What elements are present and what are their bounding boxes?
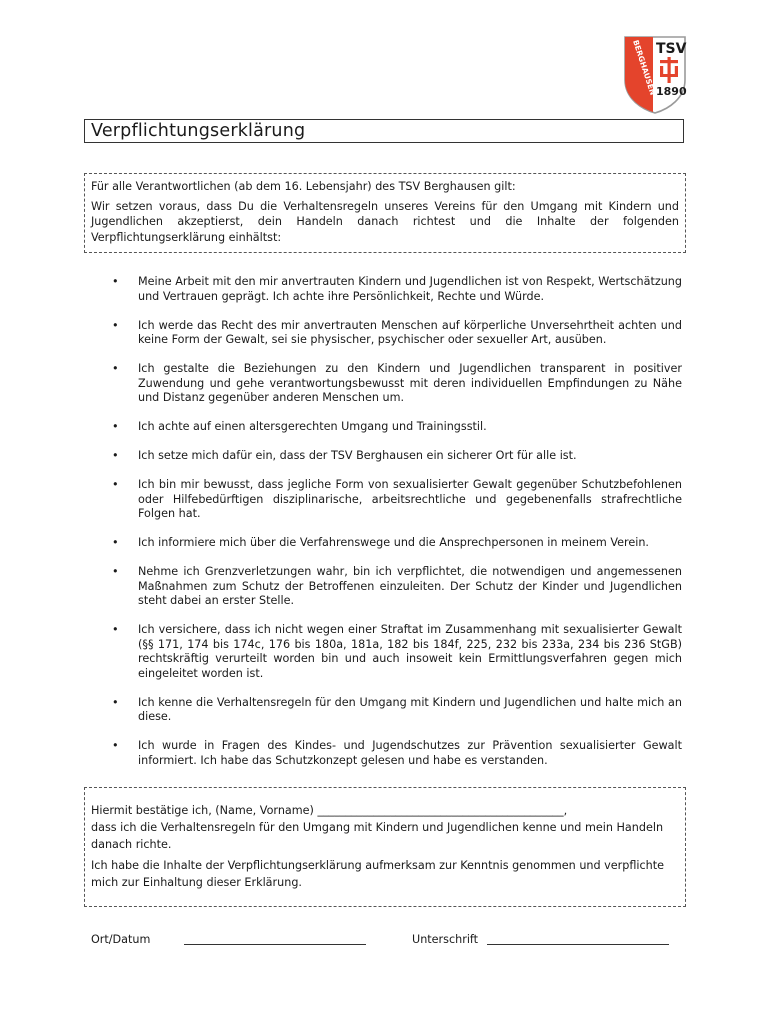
rule-text: Ich versichere, dass ich nicht wegen einer Straftat im Zusammenhang mit sexualisierter Gewalt (§§ 171, 174 bis 174c, 176 bis 180a, 181a, 182 bis 184f, 225, 232 bis 233a, 234 bis 236 StGB) rechtskräftig verurteilt worden bin und auch insoweit kein Ermittlungsverfahren gegen mich eingeleitet worden ist. — [138, 623, 682, 680]
place-date-line — [184, 944, 366, 945]
list-item — [112, 696, 682, 725]
rule-text: Ich bin mir bewusst, dass jegliche Form von sexualisierter Gewalt gegenüber Schutzbefohlenen oder Hilfebedürftigen disziplinarische, arbeitsrechtliche und gegebenenfalls strafrechtliche Folgen hat. — [138, 478, 682, 520]
rule-text: Ich informiere mich über die Verfahrenswege und die Ansprechpersonen in meinem Verein. — [138, 536, 649, 549]
intro-box — [84, 173, 686, 253]
rule-text: Ich setze mich dafür ein, dass der TSV Berghausen ein sicherer Ort für alle ist. — [138, 449, 577, 462]
confirmation-commitment-text: Ich habe die Inhalte der Verpflichtungserklärung aufmerksam zur Kenntnis genommen und verpflichte mich zur Einhaltung dieser Erklärung. — [91, 859, 665, 889]
intro-lead: Für alle Verantwortlichen (ab dem 16. Lebensjahr) des TSV Berghausen gilt: — [91, 180, 516, 193]
list-item — [112, 478, 682, 522]
confirmation-name-line: Hiermit bestätige ich, (Name, Vorname) ____________________________________________, — [91, 804, 568, 817]
place-date-label: Ort/Datum — [91, 933, 151, 946]
page-title: Verpflichtungserklärung — [91, 121, 306, 141]
rules-list — [112, 275, 682, 783]
club-logo — [622, 34, 688, 114]
logo-vertical-text: BERGHAUSEN — [631, 38, 658, 97]
list-item — [112, 420, 682, 435]
rule-text: Ich achte auf einen altersgerechten Umgang und Trainingsstil. — [138, 420, 487, 433]
rule-text: Nehme ich Grenzverletzungen wahr, bin ich verpflichtet, die notwendigen und angemessenen Maßnahmen zum Schutz der Betroffenen einzuleiten. Der Schutz der Kinder und Jugendlichen steht dabei an erster Stelle. — [138, 565, 682, 607]
rule-text: Ich kenne die Verhaltensregeln für den Umgang mit Kindern und Jugendlichen und halte mich an diese. — [138, 695, 682, 723]
title-box — [84, 119, 684, 143]
intro-body: Wir setzen voraus, dass Du die Verhaltensregeln unseres Vereins für den Umgang mit Kindern und Jugendlichen akzeptierst, dein Handeln danach richtest und die Inhalte der folgenden Verpflichtungserklärung einhältst: — [91, 199, 679, 244]
bullet-icon: • — [112, 420, 119, 433]
confirmation-rules-text: dass ich die Verhaltensregeln für den Umgang mit Kindern und Jugendlichen kenne und mein Handeln danach richte. — [91, 821, 664, 851]
bullet-icon: • — [112, 478, 119, 491]
bullet-icon: • — [112, 739, 119, 752]
rule-text: Ich wurde in Fragen des Kindes- und Jugendschutzes zur Prävention sexualisierter Gewalt informiert. Ich habe das Schutzkonzept gelesen und habe es verstanden. — [138, 739, 682, 767]
bullet-icon: • — [112, 449, 119, 462]
bullet-icon: • — [112, 536, 119, 549]
list-item — [112, 362, 682, 406]
rule-text: Ich gestalte die Beziehungen zu den Kindern und Jugendlichen transparent in positiver Zuwendung und gehe verantwortungsbewusst mit deren individuellen Empfindungen zu Nähe und Distanz gegenüber anderen Menschen um. — [138, 362, 682, 404]
list-item — [112, 449, 682, 464]
list-item — [112, 275, 682, 304]
list-item — [112, 623, 682, 681]
list-item — [112, 319, 682, 348]
list-item — [112, 739, 682, 768]
rule-text: Meine Arbeit mit den mir anvertrauten Kindern und Jugendlichen ist von Respekt, Wertschätzung und Vertrauen geprägt. Ich achte ihre Persönlichkeit, Rechte und Würde. — [138, 275, 682, 303]
confirmation-box — [84, 787, 686, 907]
list-item — [112, 536, 682, 551]
bullet-icon: • — [112, 275, 119, 288]
bullet-icon: • — [112, 623, 119, 636]
bullet-icon: • — [112, 318, 119, 332]
signature-line — [487, 944, 669, 945]
bullet-icon: • — [112, 362, 119, 375]
logo-year-text: 1890 — [656, 85, 687, 98]
rule-text: Ich werde das Recht des mir anvertrauten Menschen auf körperliche Unversehrtheit achten und keine Form der Gewalt, sei sie physischer, psychischer oder sexueller Art, ausüben. — [138, 318, 682, 346]
signature-label: Unterschrift — [412, 933, 479, 946]
logo-tsv-text: TSV — [656, 41, 687, 57]
list-item — [112, 565, 682, 609]
bullet-icon: • — [112, 695, 119, 709]
bullet-icon: • — [112, 565, 119, 578]
